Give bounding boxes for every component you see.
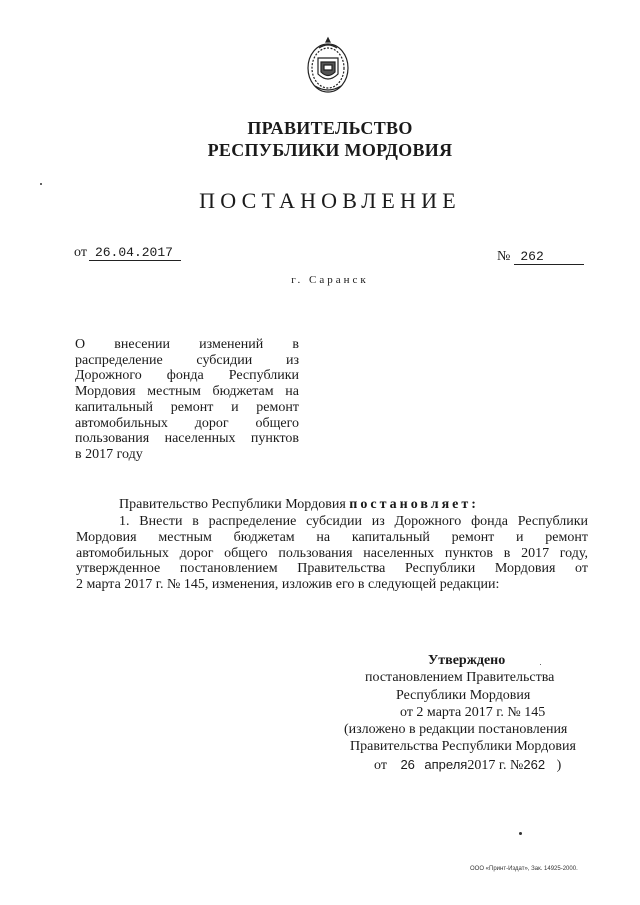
printer-imprint: ООО «Принт-Издат», Зак. 14925-2000. bbox=[470, 866, 578, 872]
number-value: 262 bbox=[514, 249, 584, 265]
scan-speck bbox=[540, 664, 541, 665]
number-field bbox=[497, 249, 584, 265]
approval-date-prefix: от bbox=[374, 757, 387, 773]
decree-intro bbox=[119, 497, 479, 513]
subject-line: капитальный ремонт и ремонт bbox=[75, 399, 299, 415]
scan-speck bbox=[519, 832, 522, 835]
approval-line: Республики Мордовия bbox=[396, 687, 531, 703]
approval-line: от 2 марта 2017 г. № 145 bbox=[400, 704, 546, 720]
approval-close-paren: ) bbox=[556, 757, 562, 773]
number-prefix: № bbox=[497, 249, 511, 264]
scan-speck bbox=[40, 183, 42, 185]
approval-line: постановлением Правительства bbox=[365, 670, 555, 686]
paragraph-line: 1. Внести в распределение субсидии из Дорожного фонда Республики bbox=[119, 514, 588, 529]
intro-text: Правительство Республики Мордовия bbox=[119, 497, 346, 512]
approval-number: 262 bbox=[523, 756, 546, 772]
date-prefix: от bbox=[74, 245, 87, 260]
approval-day: 26 bbox=[400, 756, 415, 772]
decree-paragraph bbox=[76, 514, 588, 593]
paragraph-line: утвержденное постановлением Правительства Республики Мордовия от bbox=[76, 561, 588, 577]
date-value: 26.04.2017 bbox=[89, 245, 181, 261]
subject-line: Мордовия местным бюджетам на bbox=[75, 384, 299, 400]
approval-stamp bbox=[340, 652, 600, 774]
city-label: г. Саранск bbox=[291, 274, 369, 286]
approval-date-line bbox=[340, 756, 600, 774]
approval-line: (изложено в редакции постановления bbox=[344, 722, 568, 738]
decree-word: постановляет: bbox=[349, 497, 479, 512]
paragraph-line: Мордовия местным бюджетам на капитальный ремонт и ремонт bbox=[76, 529, 588, 545]
document-type: ПОСТАНОВЛЕНИЕ bbox=[199, 188, 461, 213]
subject-block bbox=[75, 337, 299, 463]
approval-heading: Утверждено bbox=[428, 653, 506, 668]
paragraph-line: автомобильных дорог общего пользования населенных пунктов в 2017 году, bbox=[76, 545, 588, 561]
subject-line: Дорожного фонда Республики bbox=[75, 368, 299, 384]
approval-month: апреля bbox=[424, 756, 468, 772]
paragraph-line: 2 марта 2017 г. № 145, изменения, изложив его в следующей редакции: bbox=[76, 577, 500, 593]
approval-year: 2017 г. № bbox=[467, 757, 524, 773]
subject-line: О внесении изменений в bbox=[75, 337, 299, 352]
subject-line: распределение субсидии из bbox=[75, 352, 299, 368]
government-title bbox=[150, 117, 510, 161]
subject-line: автомобильных дорог общего bbox=[75, 415, 299, 431]
approval-line: Правительства Республики Мордовия bbox=[350, 739, 576, 755]
subject-line: в 2017 году bbox=[75, 446, 143, 462]
government-line-2: РЕСПУБЛИКИ МОРДОВИЯ bbox=[207, 140, 453, 160]
coat-of-arms-emblem-icon bbox=[305, 36, 351, 96]
subject-line: пользования населенных пунктов bbox=[75, 431, 299, 447]
date-field bbox=[74, 245, 181, 261]
government-line-1: ПРАВИТЕЛЬСТВО bbox=[247, 118, 413, 138]
